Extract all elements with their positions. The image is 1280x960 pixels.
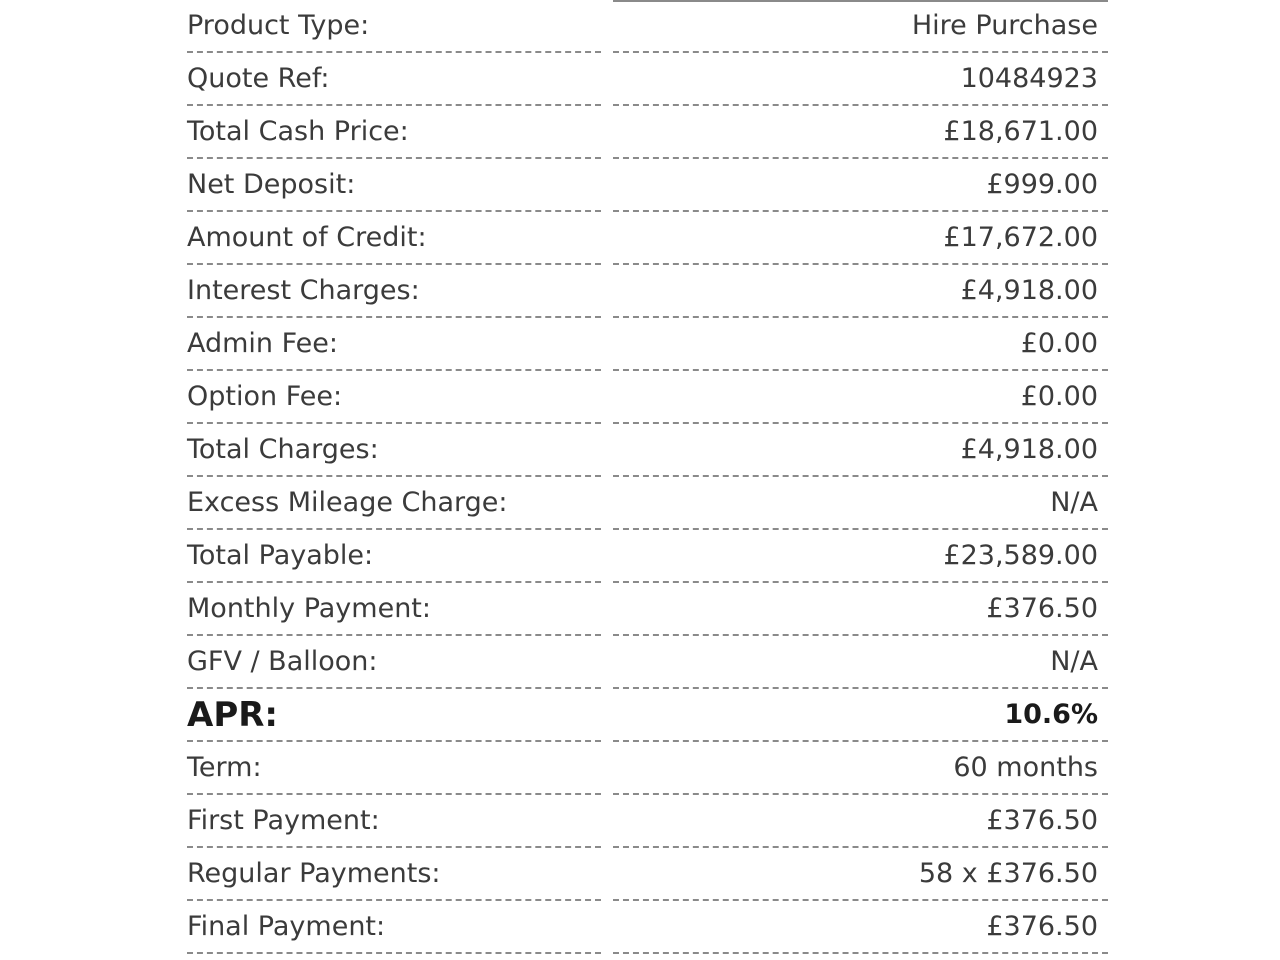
finance-quote-table [187, 0, 1108, 954]
row-value: 58 x £376.50 [918, 858, 1098, 889]
row-value: £999.00 [986, 169, 1098, 200]
row-final-payment [187, 901, 1108, 954]
row-label: Monthly Payment: [187, 593, 431, 624]
row-label: Option Fee: [187, 381, 343, 412]
row-label: Net Deposit: [187, 169, 356, 200]
row-value: £4,918.00 [960, 434, 1098, 465]
row-label: Quote Ref: [187, 63, 330, 94]
row-admin-fee [187, 318, 1108, 371]
row-value: £376.50 [986, 593, 1098, 624]
row-value: £4,918.00 [960, 275, 1098, 306]
row-value: £0.00 [1020, 328, 1098, 359]
row-label: Total Charges: [187, 434, 379, 465]
row-apr [187, 689, 1108, 742]
row-term [187, 742, 1108, 795]
row-value: N/A [1050, 487, 1098, 518]
row-value: 10.6% [1004, 699, 1098, 730]
row-product-type [187, 0, 1108, 53]
row-label: Total Payable: [187, 540, 374, 571]
row-first-payment [187, 795, 1108, 848]
row-monthly-payment [187, 583, 1108, 636]
row-net-deposit [187, 159, 1108, 212]
row-quote-ref [187, 53, 1108, 106]
row-gfv-balloon [187, 636, 1108, 689]
row-value: 10484923 [960, 63, 1098, 94]
row-label: APR: [187, 695, 279, 735]
row-amount-of-credit [187, 212, 1108, 265]
row-label: Term: [187, 752, 262, 783]
row-label: Excess Mileage Charge: [187, 487, 508, 518]
row-value: £17,672.00 [943, 222, 1098, 253]
row-divider [187, 952, 601, 954]
row-interest-charges [187, 265, 1108, 318]
row-value: N/A [1050, 646, 1098, 677]
row-option-fee [187, 371, 1108, 424]
row-label: Admin Fee: [187, 328, 339, 359]
row-regular-payments [187, 848, 1108, 901]
row-label: GFV / Balloon: [187, 646, 378, 677]
row-label: Product Type: [187, 10, 370, 41]
row-value: £0.00 [1020, 381, 1098, 412]
row-excess-mileage-charge [187, 477, 1108, 530]
row-label: Interest Charges: [187, 275, 420, 306]
row-value: £23,589.00 [943, 540, 1098, 571]
row-total-payable [187, 530, 1108, 583]
row-value: Hire Purchase [911, 10, 1098, 41]
row-total-charges [187, 424, 1108, 477]
row-value: £376.50 [986, 805, 1098, 836]
row-value: 60 months [953, 752, 1098, 783]
row-label: Final Payment: [187, 911, 386, 942]
row-label: Regular Payments: [187, 858, 441, 889]
row-total-cash-price [187, 106, 1108, 159]
row-value: £376.50 [986, 911, 1098, 942]
row-label: Total Cash Price: [187, 116, 409, 147]
row-label: Amount of Credit: [187, 222, 427, 253]
row-value: £18,671.00 [943, 116, 1098, 147]
row-label: First Payment: [187, 805, 380, 836]
row-divider [613, 952, 1108, 954]
